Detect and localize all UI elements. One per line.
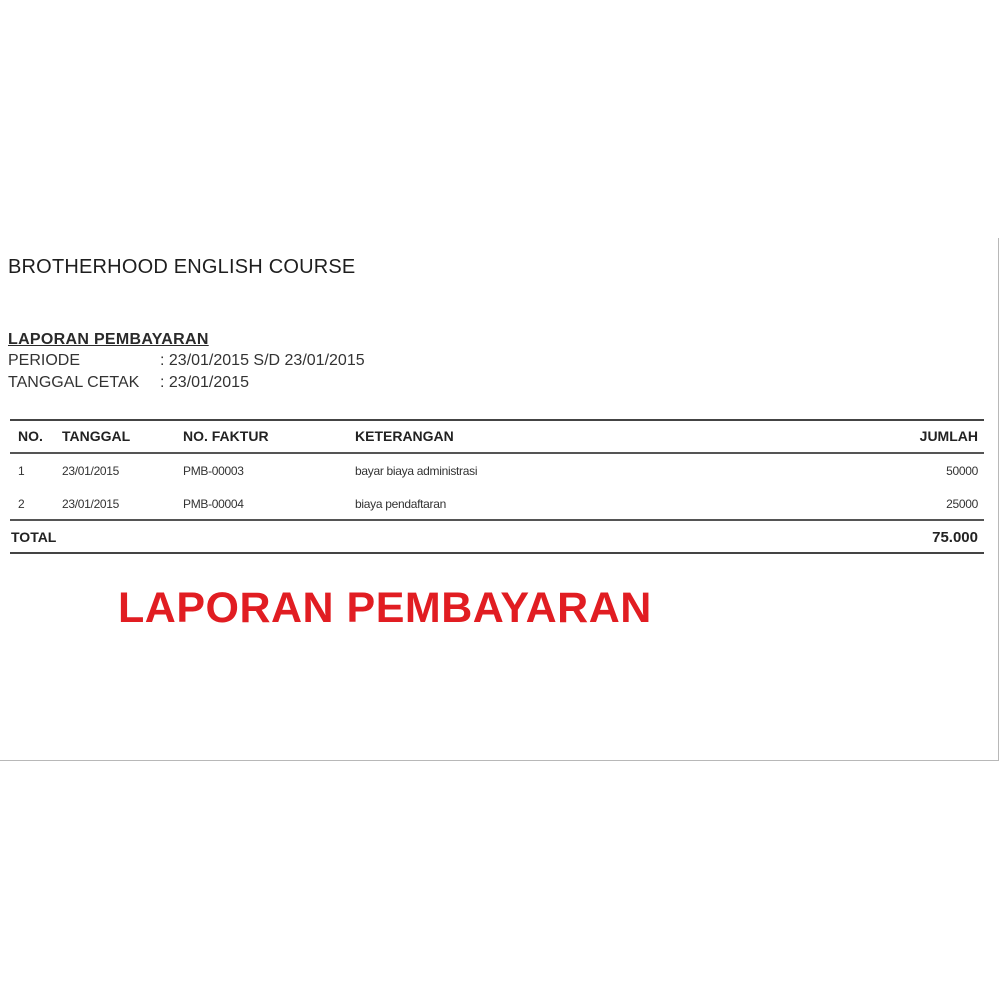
tanggal-cetak-value: : 23/01/2015	[160, 374, 249, 391]
row-1-tanggal: 23/01/2015	[62, 464, 120, 478]
table-header-rule	[10, 452, 984, 454]
caption-overlay: LAPORAN PEMBAYARAN	[118, 584, 652, 632]
row-2-faktur: PMB-00004	[183, 497, 244, 511]
row-1-no: 1	[18, 464, 25, 478]
header-jumlah: JUMLAH	[919, 428, 978, 444]
company-name: BROTHERHOOD ENGLISH COURSE	[8, 256, 356, 278]
table-top-rule	[10, 419, 984, 421]
total-label: TOTAL	[11, 529, 57, 545]
tanggal-cetak-label: TANGGAL CETAK	[8, 374, 140, 391]
row-1-faktur: PMB-00003	[183, 464, 244, 478]
header-no: NO.	[18, 428, 43, 444]
row-1-keterangan: bayar biaya administrasi	[355, 464, 478, 478]
row-2-keterangan: biaya pendaftaran	[355, 497, 446, 511]
total-bottom-rule	[10, 552, 984, 554]
periode-row	[8, 352, 365, 370]
total-value: 75.000	[932, 529, 978, 546]
header-keterangan: KETERANGAN	[355, 428, 454, 444]
report-title: LAPORAN PEMBAYARAN	[8, 331, 209, 348]
header-tanggal: TANGGAL	[62, 428, 131, 444]
row-2-no: 2	[18, 497, 25, 511]
row-2-tanggal: 23/01/2015	[62, 497, 120, 511]
periode-value: : 23/01/2015 S/D 23/01/2015	[160, 352, 365, 369]
total-top-rule	[10, 519, 984, 521]
row-1-jumlah: 50000	[946, 464, 978, 478]
header-faktur: NO. FAKTUR	[183, 428, 269, 444]
tanggal-cetak-row	[8, 374, 249, 392]
row-2-jumlah: 25000	[946, 497, 978, 511]
report-frame	[0, 238, 999, 761]
periode-label: PERIODE	[8, 352, 81, 369]
